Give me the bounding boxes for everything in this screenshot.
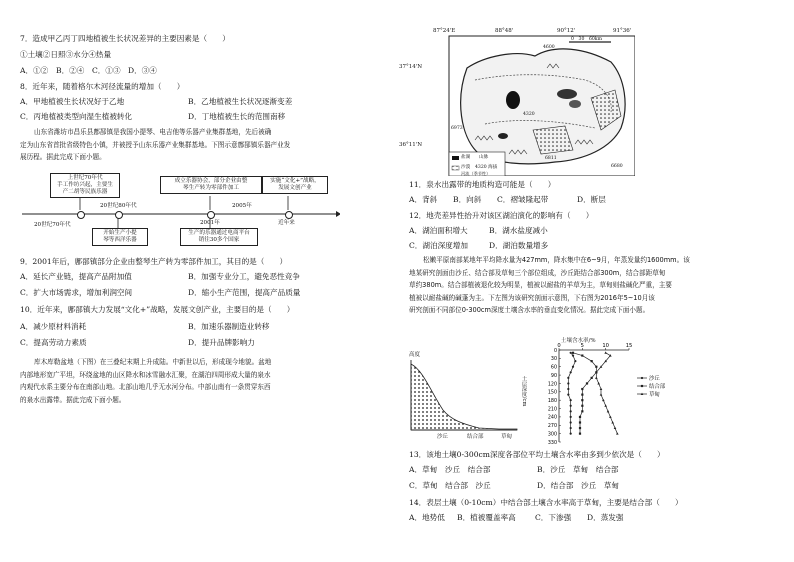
map-elev-5: 4320 bbox=[523, 112, 535, 117]
map-lon-2: 88°48' bbox=[495, 28, 514, 34]
chart-point bbox=[616, 432, 619, 434]
q14-options bbox=[409, 513, 639, 523]
chart-point bbox=[570, 410, 572, 412]
map-drawing bbox=[415, 28, 635, 176]
map-lon-1: 87°24'E bbox=[433, 28, 456, 34]
chart-point bbox=[579, 433, 581, 435]
chart-point bbox=[609, 416, 612, 418]
chart-y-tick-label: 30 bbox=[550, 357, 557, 363]
passage-3-line: 地某研究剖面由沙丘、结合部及草甸三个部位组成，沙丘距结合部300m，结合部距草甸 bbox=[409, 268, 666, 277]
chart-point bbox=[581, 399, 583, 401]
box-line: 实施“文化+”战略， bbox=[270, 178, 320, 184]
chart-point bbox=[574, 360, 576, 362]
q10-option-a[interactable]: A．减少原材料消耗 bbox=[20, 322, 87, 331]
map-elev-1: 4600 bbox=[543, 45, 555, 50]
timeline-figure bbox=[20, 170, 340, 248]
box-line: 琴生产转为零部件加工 bbox=[183, 185, 239, 191]
chart-point bbox=[570, 427, 572, 429]
timeline-label-recent: 近年来 bbox=[278, 220, 295, 226]
chart-point bbox=[579, 421, 581, 423]
profile-label-junction: 结合部 bbox=[467, 434, 484, 440]
box-line: 生产的乐器通过电商平台 bbox=[188, 230, 250, 236]
passage-1-line: 山东省潍坊市昌乐县鄌郚镇是我国小提琴、电吉他等乐器产业集群基地，先后被确 bbox=[34, 128, 272, 136]
q7-option-b[interactable]: B．②④ bbox=[56, 66, 85, 75]
chart-point bbox=[614, 427, 617, 429]
timeline-label-2005: 2005年 bbox=[232, 203, 252, 209]
chart-point bbox=[572, 352, 574, 354]
q12-option-a[interactable]: A．湖泊面积增大 bbox=[409, 226, 468, 235]
q13-option-d[interactable]: D．结合部 沙丘 草甸 bbox=[537, 481, 620, 490]
chart-point bbox=[607, 410, 610, 412]
chart-legend-marker bbox=[641, 377, 643, 379]
passage-2-line: 内部地形宽广平坦，环绕盆地的山区降水和冰雪融水汇聚，在湖泊四周形成大量的泉水 bbox=[20, 370, 271, 379]
timeline-box-recent bbox=[262, 176, 328, 194]
chart-point bbox=[581, 388, 583, 390]
q14-option-c[interactable]: C．下渗强 bbox=[535, 513, 572, 522]
q12-option-c[interactable]: C．湖泊深度增加 bbox=[409, 241, 468, 250]
map-lon-4: 91°36' bbox=[613, 28, 632, 34]
q11-options bbox=[409, 195, 621, 205]
q14-title: 14．表层土壤（0-10cm）中结合部土壤含水率高于草甸，主要是结合部（ ） bbox=[409, 498, 683, 507]
q8-option-b[interactable]: B．乙地植被生长状况逐渐变差 bbox=[188, 97, 293, 106]
q8-option-d[interactable]: D．丁地植被生长的范围南移 bbox=[188, 112, 286, 121]
basin-map bbox=[399, 28, 635, 176]
q12-option-b[interactable]: B．湖水盐度减小 bbox=[489, 226, 548, 235]
chart-y-tick-label: 150 bbox=[547, 390, 557, 396]
chart-point bbox=[591, 360, 593, 362]
q8-option-c[interactable]: C．丙地植被类型向湿生植被转化 bbox=[20, 112, 133, 121]
chart-point bbox=[572, 366, 574, 368]
q7-items: ①土壤②日照③水分④热量 bbox=[20, 50, 112, 59]
q8-option-a[interactable]: A．甲地植被生长状况好于乙地 bbox=[20, 97, 125, 106]
q9-option-a[interactable]: A．延长产业链，提高产品附加值 bbox=[20, 272, 132, 281]
chart-y-tick-label: 60 bbox=[550, 365, 557, 371]
passage-2-line: 内观代水系主要分布在南部山地。北部山地几乎无水河分布。中部山南有一条贯穿东西 bbox=[20, 383, 271, 391]
q11-title: 11．泉水出露带的地质构造可能是（ ） bbox=[409, 180, 556, 189]
q10-option-b[interactable]: B．加速乐器制造业转移 bbox=[188, 322, 270, 331]
map-lat-2: 36°11'N bbox=[399, 142, 423, 148]
chart-point bbox=[570, 421, 572, 423]
q9-option-b[interactable]: B．加强专业分工，避免恶性竞争 bbox=[188, 272, 300, 281]
chart-y-tick-label: 330 bbox=[547, 440, 557, 446]
right-column bbox=[397, 0, 794, 562]
timeline-box-1970s bbox=[50, 173, 120, 198]
chart-point bbox=[570, 433, 572, 435]
profile-figure bbox=[409, 350, 519, 442]
passage-3-line: 研究剖面不同部位0-300cm深度土壤含水率的垂直变化情况。据此完成下面小题。 bbox=[409, 306, 650, 314]
chart-point bbox=[581, 394, 583, 396]
chart-legend-label: 结合部 bbox=[649, 384, 666, 390]
moisture-chart bbox=[521, 336, 715, 448]
box-line: 产二胡等民族乐器 bbox=[62, 189, 108, 195]
chart-y-tick-label: 180 bbox=[547, 398, 557, 404]
passage-2-line: 库木库勒盆地（下图）在三叠纪末期上升成陆。中新世以后，形成现今地貌。盆地 bbox=[34, 358, 272, 366]
chart-plot bbox=[525, 336, 715, 448]
map-elev-3: 6811 bbox=[545, 156, 557, 161]
chart-point bbox=[591, 377, 593, 379]
chart-point bbox=[579, 416, 581, 418]
map-elev-2: 6973 bbox=[451, 126, 463, 131]
passage-2 bbox=[20, 356, 271, 406]
chart-point bbox=[579, 427, 581, 429]
map-elev-4: 6680 bbox=[611, 164, 623, 169]
chart-legend-label: 沙丘 bbox=[649, 376, 660, 382]
profile-ylabel: 高度 bbox=[409, 352, 421, 358]
timeline-dot bbox=[115, 211, 123, 219]
chart-legend-marker bbox=[641, 385, 643, 387]
timeline-label-2001: 2001年 bbox=[200, 220, 220, 226]
chart-point bbox=[595, 376, 598, 378]
timeline-dot bbox=[77, 211, 85, 219]
chart-point bbox=[611, 421, 614, 423]
chart-y-tick-label: 90 bbox=[550, 373, 557, 379]
chart-point bbox=[570, 416, 572, 418]
q10-option-d[interactable]: D．提升品牌影响力 bbox=[188, 338, 255, 347]
box-line: 手工作坊兴起，主要生 bbox=[57, 182, 113, 188]
q9-option-c[interactable]: C．扩大市场需求，增加利润空间 bbox=[20, 288, 133, 297]
chart-y-tick-label: 300 bbox=[547, 432, 557, 438]
chart-point bbox=[567, 388, 569, 390]
passage-1 bbox=[20, 126, 290, 164]
map-legend-4: 4320 海拔 bbox=[475, 165, 498, 170]
q9-title: 9．2001年后，鄌郚镇部分企业由整琴生产转为零部件加工，其目的是（ ） bbox=[20, 257, 288, 266]
chart-title: 土壤含水率/% bbox=[561, 338, 596, 344]
q14-option-b[interactable]: B．植被覆盖率高 bbox=[457, 513, 516, 522]
chart-y-tick-label: 0 bbox=[553, 348, 557, 354]
chart-point bbox=[604, 351, 607, 353]
box-line: 成立乐器协会，部分企业由整 bbox=[174, 178, 248, 184]
chart-point bbox=[572, 354, 574, 356]
passage-3-line: 草约380m。结合部植被退化较为明显，植被以耐盐的羊草为主，草甸则盐碱化严重，主要 bbox=[409, 281, 672, 289]
chart-point bbox=[570, 371, 572, 373]
map-scale: 0 30 60km bbox=[571, 37, 602, 42]
q7-option-d[interactable]: D．③④ bbox=[128, 66, 157, 75]
q11-option-b[interactable]: B．向斜 bbox=[453, 195, 482, 204]
chart-y-tick-label: 240 bbox=[547, 415, 557, 421]
map-legend-2: 山脉 bbox=[479, 155, 489, 160]
box-line: 发展文创产业 bbox=[278, 185, 312, 191]
chart-point bbox=[570, 399, 572, 401]
chart-point bbox=[604, 404, 607, 406]
chart-x-tick-label: 0 bbox=[557, 343, 561, 349]
q7-title: 7．造成甲乙丙丁四地植被生长状况差异的主要因素是（ ） bbox=[20, 34, 230, 43]
map-lon-3: 90°12' bbox=[557, 28, 576, 34]
q12-option-d[interactable]: D．湖泊数量增多 bbox=[489, 241, 549, 250]
chart-point bbox=[595, 366, 597, 368]
chart-x-tick-label: 15 bbox=[625, 343, 633, 349]
chart-series-line bbox=[573, 353, 596, 434]
chart-x-tick-label: 10 bbox=[602, 343, 609, 349]
chart-point bbox=[567, 382, 569, 384]
timeline-label-1980s: 20世纪80年代 bbox=[100, 203, 137, 209]
q7-option-c[interactable]: C．①③ bbox=[92, 66, 121, 75]
q11-option-c[interactable]: C．褶皱隆起带 bbox=[497, 195, 549, 204]
box-line: 开始生产小提 bbox=[103, 230, 137, 236]
profile-label-dune: 沙丘 bbox=[437, 434, 449, 440]
q13-option-a[interactable]: A．草甸 沙丘 结合部 bbox=[409, 465, 491, 474]
box-line: 销往30多个国家 bbox=[198, 237, 240, 243]
chart-point bbox=[600, 388, 603, 390]
profile-label-meadow: 草甸 bbox=[501, 434, 513, 440]
chart-x-tick-label: 5 bbox=[580, 343, 584, 349]
chart-point bbox=[567, 377, 569, 379]
q9-option-d[interactable]: D．缩小生产范围，提高产品质量 bbox=[188, 288, 301, 297]
passage-3 bbox=[409, 254, 690, 317]
passage-3-line: 植被以耐盐碱的碱蓬为主。下左图为该研究剖面示意图，下右图为2016年5~10月该 bbox=[409, 293, 655, 302]
q8-title: 8．近年来，随着格尔木河径流量的增加（ ） bbox=[20, 82, 185, 91]
chart-point bbox=[581, 405, 583, 407]
chart-point bbox=[581, 410, 583, 412]
chart-point bbox=[602, 399, 605, 401]
box-line: 上世纪70年代 bbox=[67, 175, 103, 181]
chart-y-tick-label: 270 bbox=[547, 424, 557, 430]
q14-option-d[interactable]: D．蒸发强 bbox=[587, 513, 624, 522]
q11-option-a[interactable]: A．背斜 bbox=[409, 195, 438, 204]
chart-series-line bbox=[596, 353, 617, 434]
q12-title: 12．地壳差异性抬升对该区湖泊演化的影响有（ ） bbox=[409, 211, 594, 220]
map-lat-1: 37°14'N bbox=[399, 64, 423, 70]
chart-y-tick-label: 120 bbox=[547, 382, 557, 388]
passage-2-line: 的泉水出露带。据此完成下面小题。 bbox=[20, 395, 126, 404]
chart-point bbox=[600, 393, 603, 395]
q10-option-c[interactable]: C．提高劳动力素质 bbox=[20, 338, 87, 347]
chart-point bbox=[597, 382, 600, 384]
chart-point bbox=[570, 352, 572, 354]
q13-option-b[interactable]: B．沙丘 草甸 结合部 bbox=[537, 465, 619, 474]
timeline-box-2005 bbox=[180, 228, 258, 246]
q11-option-d[interactable]: D．断层 bbox=[577, 195, 606, 204]
q7-option-a[interactable]: A．①② bbox=[20, 66, 49, 75]
timeline-label-1970s: 20世纪70年代 bbox=[34, 222, 71, 228]
chart-ylabel: 土层深度/cm bbox=[521, 376, 527, 407]
passage-1-line: 定为山东省首批省级特色小镇，并被授予山东乐器产业集群基地。下图示意鄌郚镇乐器产业发 bbox=[20, 140, 291, 149]
chart-point bbox=[567, 394, 569, 396]
q7-options bbox=[20, 66, 300, 76]
q10-title: 10．近年来，鄌郚镇大力发展“文化+”战略，发展文创产业，主要目的是（ ） bbox=[20, 305, 295, 314]
chart-y-tick-label: 210 bbox=[547, 407, 557, 413]
timeline-box-1980s bbox=[92, 228, 148, 246]
chart-point bbox=[570, 405, 572, 407]
map-legend-1: 盐湖 bbox=[461, 155, 471, 160]
box-line: 琴等西洋乐器 bbox=[103, 237, 137, 243]
q14-option-a[interactable]: A．地势低 bbox=[409, 513, 445, 522]
q13-title: 13．该地土壤0-300cm深度各部位平均土壤含水率由多到少依次是（ ） bbox=[409, 450, 665, 459]
timeline-box-2001 bbox=[160, 176, 262, 194]
chart-legend-label: 草甸 bbox=[649, 392, 660, 398]
q13-option-c[interactable]: C．草甸 结合部 沙丘 bbox=[409, 481, 491, 490]
map-legend-5: 河流（季节性） bbox=[461, 171, 491, 176]
chart-point bbox=[586, 382, 588, 384]
map-legend-3: 沙漠 bbox=[461, 165, 471, 170]
passage-3-line: 松嫩平原南部某地年平均降水量为427mm，降水集中在6~9月，年蒸发量约1600mm。该 bbox=[423, 256, 690, 264]
chart-point bbox=[581, 354, 583, 356]
profile-drawing bbox=[409, 358, 519, 438]
passage-1-line: 展历程。据此完成下面小题。 bbox=[20, 153, 106, 161]
chart-series-line bbox=[568, 353, 575, 434]
